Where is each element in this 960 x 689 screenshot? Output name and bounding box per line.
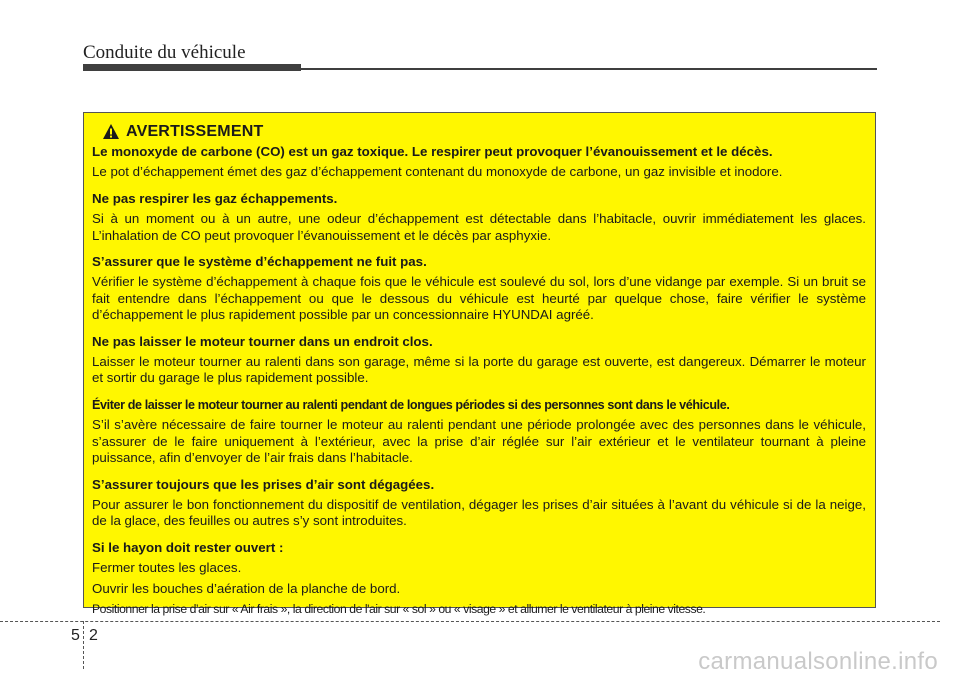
watermark: carmanualsonline.info (698, 648, 938, 675)
warning-paragraph: Le monoxyde de carbone (CO) est un gaz toxique. Le respirer peut provoquer l’évanouissement et le décès. (92, 144, 773, 159)
header-rule (301, 68, 877, 70)
warning-paragraph: Fermer toutes les glaces. (92, 560, 242, 576)
warning-paragraph: Vérifier le système d’échappement à chaque fois que le véhicule est soulevé du sol, lors d’une vidange par exemple. Si un bruit se fait entendre dans l’échappement ou que le dessous du véhicule est heurté par quelque chose, faire vérifier le système d’échappement le plus rapidement possible par un concessionnaire HYUNDAI agréé. (92, 274, 866, 323)
footer-divider (83, 621, 84, 669)
page-number: 2 (89, 627, 98, 644)
warning-paragraph: Ouvrir les bouches d’aération de la planche de bord. (92, 580, 401, 596)
warning-box (83, 112, 876, 616)
warning-subheading: Éviter de laisser le moteur tourner au ralenti pendant de longues périodes si des personnes sont dans le véhicule. (92, 397, 730, 412)
warning-subheading: Si le hayon doit rester ouvert : (92, 539, 284, 555)
warning-paragraph: Positionner la prise d’air sur « Air frais », la direction de l'air sur « sol » ou « visage » et allumer le ventilateur à pleine vitesse. (92, 601, 706, 616)
warning-paragraph: S’il s’avère nécessaire de faire tourner le moteur au ralenti pendant une période prolongée avec des personnes dans le véhicule, s’assurer de le faire uniquement à l’extérieur, avec la prise d’air réglée sur l’air extérieur et le ventilateur tournant à pleine puissance, afin d’envoyer de l’air frais dans l’habitacle. (92, 417, 866, 466)
warning-subheading: S’assurer que le système d’échappement ne fuit pas. (92, 254, 427, 270)
warning-paragraph: Pour assurer le bon fonctionnement du dispositif de ventilation, dégager les prises d’air situées à l’avant du véhicule si de la neige, de la glace, des feuilles ou autres s’y sont introduites. (92, 496, 866, 529)
warning-triangle-icon (102, 123, 120, 140)
warning-title: AVERTISSEMENT (126, 122, 264, 140)
footer-rule (0, 621, 940, 622)
warning-subheading: Ne pas laisser le moteur tourner dans un endroit clos. (92, 333, 433, 349)
warning-subheading: S’assurer toujours que les prises d’air sont dégagées. (92, 476, 435, 492)
page-header-title: Conduite du véhicule (83, 42, 246, 63)
warning-paragraph: Le pot d’échappement émet des gaz d’échappement contenant du monoxyde de carbone, un gaz invisible et inodore. (92, 164, 783, 180)
warning-subheading: Ne pas respirer les gaz échappements. (92, 190, 338, 206)
warning-paragraph: Si à un moment ou à un autre, une odeur d’échappement est détectable dans l’habitacle, ouvrir immédiatement les glaces. L’inhalation de CO peut provoquer l’évanouissement et le décès par asphyxie. (92, 211, 866, 243)
warning-paragraph: Laisser le moteur tourner au ralenti dans son garage, même si la porte du garage est ouverte, est dangereux. Démarrer le moteur et sortir du garage le plus rapidement possible. (92, 354, 866, 386)
warning-header (102, 122, 866, 141)
chapter-number: 5 (71, 627, 80, 644)
header-bar (83, 64, 301, 71)
